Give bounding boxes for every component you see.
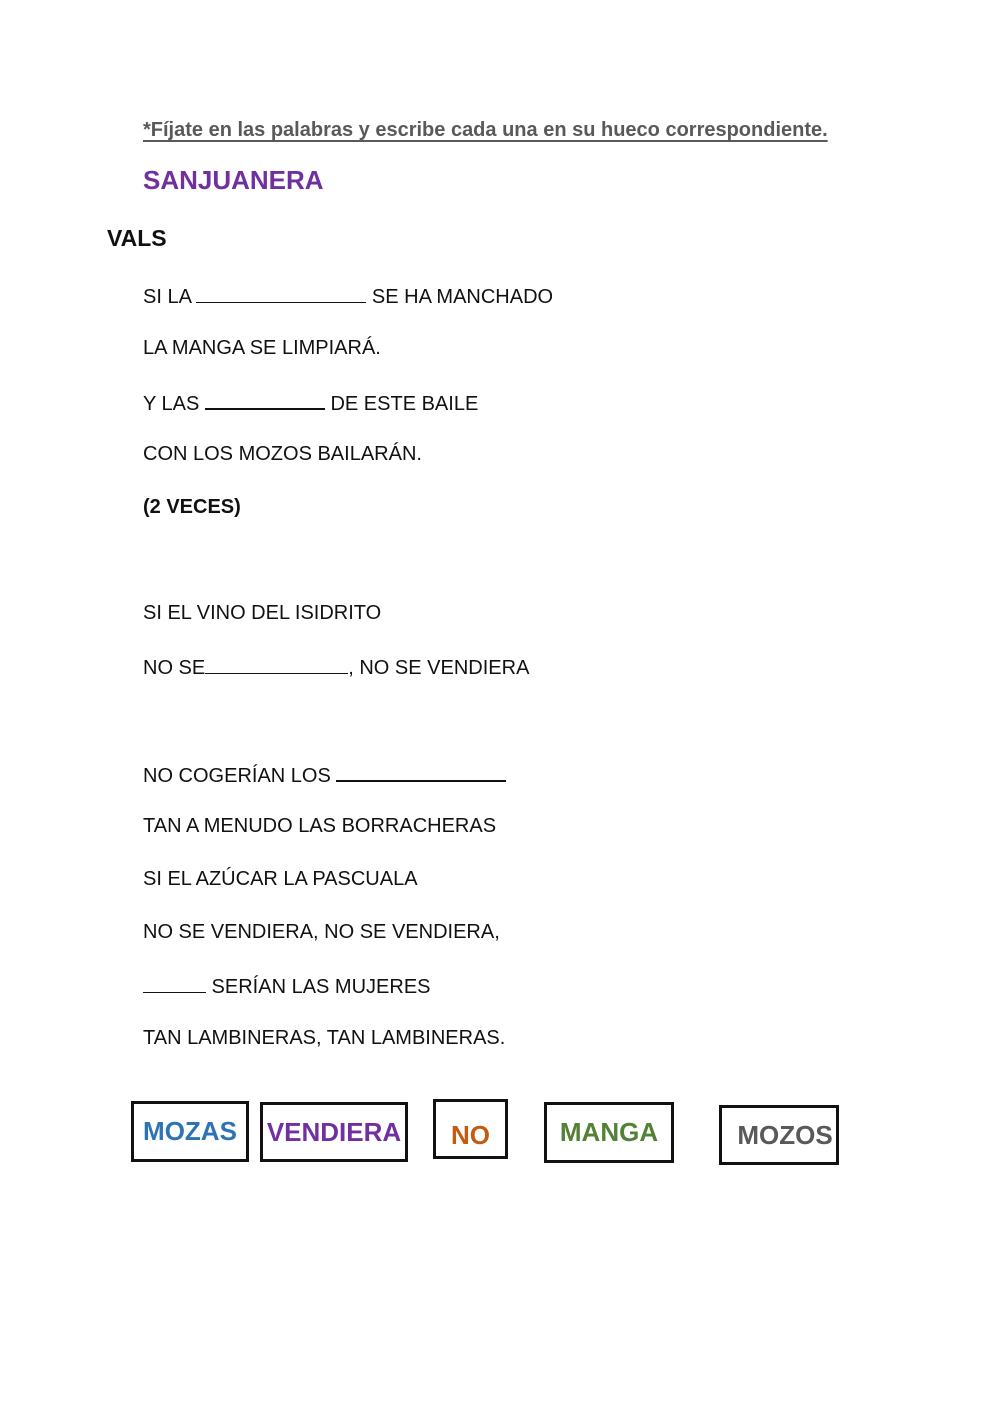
answer-blank[interactable]: [205, 390, 325, 410]
lyric-line: TAN LAMBINERAS, TAN LAMBINERAS.: [143, 1027, 506, 1049]
word-card-mozos[interactable]: [719, 1105, 839, 1165]
lyric-text: SERÍAN LAS MUJERES: [206, 976, 431, 998]
lyric-line: SI EL AZÚCAR LA PASCUALA: [143, 868, 418, 890]
answer-blank[interactable]: [205, 655, 348, 674]
lyric-text: Y LAS: [143, 393, 205, 415]
repeat-note: (2 VECES): [143, 496, 241, 518]
song-subtitle: VALS: [107, 225, 167, 251]
word-label: MOZOS: [737, 1119, 833, 1150]
lyric-text: SI LA: [143, 286, 197, 308]
lyric-line: [143, 655, 529, 680]
lyric-line: [143, 284, 553, 309]
word-label: MANGA: [559, 1117, 659, 1147]
lyric-line: LA MANGA SE LIMPIARÁ.: [143, 337, 381, 359]
lyric-line: CON LOS MOZOS BAILARÁN.: [143, 443, 422, 465]
word-card-mozas[interactable]: [131, 1101, 249, 1162]
answer-blank[interactable]: [336, 762, 506, 782]
word-label: NO: [451, 1119, 490, 1150]
lyric-line: [143, 762, 506, 788]
instruction-text: *Fíjate en las palabras y escribe cada una en su hueco correspondiente.: [143, 119, 828, 141]
lyric-line: [143, 390, 478, 416]
word-label: MOZAS: [143, 1116, 237, 1146]
word-card-vendiera[interactable]: [260, 1102, 408, 1162]
lyric-text: NO SE: [143, 657, 206, 679]
lyric-line: [143, 974, 431, 999]
answer-blank[interactable]: [196, 284, 366, 303]
song-title: SANJUANERA: [143, 165, 324, 195]
lyric-line: TAN A MENUDO LAS BORRACHERAS: [143, 815, 497, 837]
lyric-text: SE HA MANCHADO: [366, 286, 554, 308]
lyric-text: NO COGERÍAN LOS: [143, 765, 337, 787]
word-label: VENDIERA: [266, 1116, 402, 1147]
lyric-line: SI EL VINO DEL ISIDRITO: [143, 602, 382, 624]
word-card-manga[interactable]: [544, 1102, 674, 1163]
word-card-no[interactable]: [433, 1099, 508, 1159]
lyric-text: DE ESTE BAILE: [324, 393, 479, 415]
answer-blank[interactable]: [143, 974, 206, 993]
lyric-line: NO SE VENDIERA, NO SE VENDIERA,: [143, 921, 500, 943]
lyric-text: , NO SE VENDIERA: [348, 657, 530, 679]
